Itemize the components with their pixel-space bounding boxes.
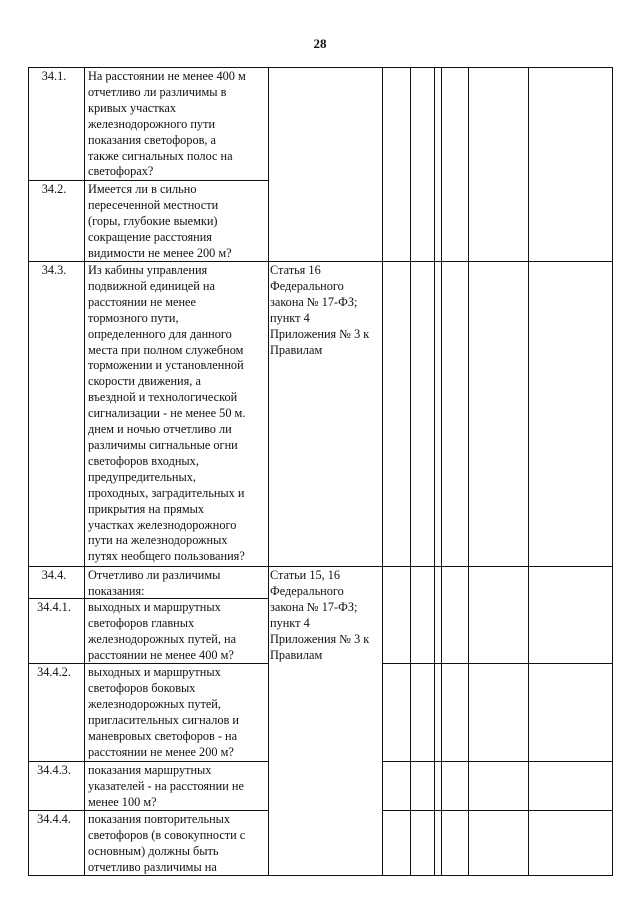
row-question: Отчетливо ли различимы показания: xyxy=(88,568,221,598)
row-question: выходных и маршрутных светофоров боковых железнодорожных путей, пригласительных сигналов и маневровых светофоров - на расстоянии не менее 200 м? xyxy=(88,665,239,759)
table-rule xyxy=(382,810,613,811)
table-rule xyxy=(28,67,613,68)
table-rule xyxy=(28,67,29,876)
table-rule xyxy=(434,67,435,876)
table-rule xyxy=(28,875,613,876)
row-number: 34.3. xyxy=(41,263,67,277)
table-rule xyxy=(28,180,269,181)
row-question: Из кабины управления подвижной единицей на расстоянии не менее тормозного пути, определенного для данного места при полном служебном торможении и установленной скорости движения, а въездной и технологической сигнализации - не менее 50 м. днем и ночью отчетливо ли различимы сигнальные огни светофоров входных, предупредительных, проходных, заградительных и прикрытия на прямых участках железнодорожного пути на железнодорожных путях необщего пользования? xyxy=(88,263,246,564)
table-rule xyxy=(382,663,613,664)
table-rule xyxy=(382,761,613,762)
row-question: На расстоянии не менее 400 м отчетливо ли различимы в кривых участках железнодорожного пути показания светофоров, а также сигнальных полос на светофорах? xyxy=(88,69,246,179)
row-number: 34.4. xyxy=(41,568,67,582)
table-rule xyxy=(28,810,269,811)
table-rule xyxy=(382,67,383,876)
row-number: 34.4.3. xyxy=(37,763,71,777)
row-question: показания маршрутных указателей - на расстоянии не менее 100 м? xyxy=(88,763,244,809)
table-rule xyxy=(28,598,269,599)
row-number: 34.4.2. xyxy=(37,665,71,679)
row-legal-reference: Статья 16 Федерального закона № 17-ФЗ; пункт 4 Приложения № 3 к Правилам xyxy=(270,263,370,357)
table-rule xyxy=(28,261,613,262)
table-rule xyxy=(410,67,411,876)
row-number: 34.1. xyxy=(41,69,67,83)
row-number: 34.4.1. xyxy=(37,600,71,614)
table-rule xyxy=(84,67,85,876)
checklist-table xyxy=(28,67,612,875)
table-rule xyxy=(28,663,269,664)
row-question: показания повторительных светофоров (в совокупности с основным) должны быть отчетливо различимы на xyxy=(88,812,246,874)
table-rule xyxy=(28,566,613,567)
table-rule xyxy=(28,761,269,762)
table-rule xyxy=(612,67,613,876)
table-rule xyxy=(528,67,529,876)
table-rule xyxy=(468,67,469,876)
table-rule xyxy=(268,67,269,876)
row-number: 34.4.4. xyxy=(37,812,71,826)
row-question: Имеется ли в сильно пересеченной местности (горы, глубокие выемки) сокращение расстояния видимости не менее 200 м? xyxy=(88,182,232,260)
row-legal-reference: Статьи 15, 16 Федерального закона № 17-ФЗ; пункт 4 Приложения № 3 к Правилам xyxy=(270,568,370,662)
table-rule xyxy=(441,67,442,876)
row-number: 34.2. xyxy=(41,182,67,196)
row-question: выходных и маршрутных светофоров главных железнодорожных путей, на расстоянии не менее 400 м? xyxy=(88,600,237,662)
page-number: 28 xyxy=(313,36,327,51)
